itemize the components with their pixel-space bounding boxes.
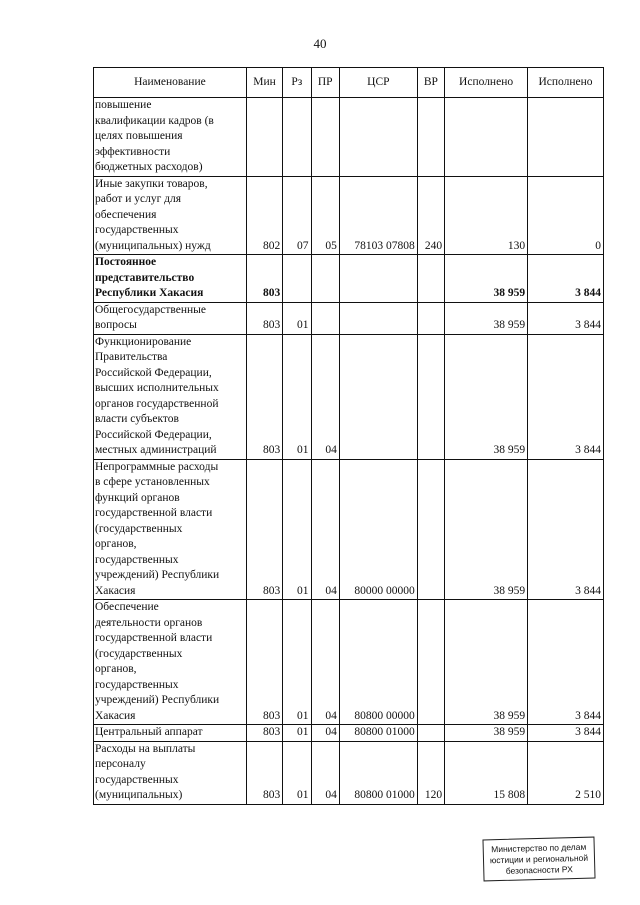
cell-executed-2: 3 844 xyxy=(528,334,604,459)
cell-executed-2: 3 844 xyxy=(528,459,604,600)
header-name: Наименование xyxy=(94,68,247,98)
cell-vr: 240 xyxy=(417,176,444,255)
cell-csr: 80800 01000 xyxy=(339,741,417,804)
cell-name: Функционирование Правительства Российской Федерации, высших исполнительных органов государственной власти субъектов Российской Федерации, местных администраций xyxy=(94,334,247,459)
cell-min: 803 xyxy=(246,459,282,600)
table-row xyxy=(94,741,604,804)
cell-vr xyxy=(417,98,444,177)
cell-name: Расходы на выплаты персоналу государственных (муниципальных) xyxy=(94,741,247,804)
cell-min: 803 xyxy=(246,255,282,303)
header-pr: ПР xyxy=(311,68,339,98)
cell-min: 802 xyxy=(246,176,282,255)
budget-table xyxy=(93,67,604,805)
table-row xyxy=(94,334,604,459)
cell-pr: 04 xyxy=(311,334,339,459)
cell-name: повышение квалификации кадров (в целях повышения эффективности бюджетных расходов) xyxy=(94,98,247,177)
cell-min: 803 xyxy=(246,302,282,334)
cell-name: Общегосударственные вопросы xyxy=(94,302,247,334)
table-row xyxy=(94,98,604,177)
cell-vr xyxy=(417,334,444,459)
ministry-stamp: Министерство по делам юстиции и региональной безопасности РХ xyxy=(482,837,595,882)
cell-rz: 07 xyxy=(283,176,311,255)
cell-csr xyxy=(339,302,417,334)
cell-rz: 01 xyxy=(283,741,311,804)
cell-rz: 01 xyxy=(283,459,311,600)
cell-vr xyxy=(417,302,444,334)
cell-rz xyxy=(283,98,311,177)
cell-executed-1: 15 808 xyxy=(445,741,528,804)
cell-rz: 01 xyxy=(283,302,311,334)
table-row xyxy=(94,302,604,334)
cell-csr: 80800 01000 xyxy=(339,725,417,742)
cell-executed-1 xyxy=(445,98,528,177)
cell-name: Иные закупки товаров, работ и услуг для обеспечения государственных (муниципальных) нужд xyxy=(94,176,247,255)
table-row xyxy=(94,725,604,742)
cell-vr xyxy=(417,459,444,600)
table-row xyxy=(94,255,604,303)
table-row xyxy=(94,176,604,255)
table-body xyxy=(94,98,604,805)
cell-executed-1: 38 959 xyxy=(445,459,528,600)
cell-min: 803 xyxy=(246,334,282,459)
cell-csr xyxy=(339,334,417,459)
cell-csr xyxy=(339,98,417,177)
table-header-row xyxy=(94,68,604,98)
cell-pr: 04 xyxy=(311,741,339,804)
table-row xyxy=(94,459,604,600)
cell-executed-2: 3 844 xyxy=(528,302,604,334)
cell-min xyxy=(246,98,282,177)
cell-min: 803 xyxy=(246,600,282,725)
cell-pr: 04 xyxy=(311,725,339,742)
header-csr: ЦСР xyxy=(339,68,417,98)
header-executed-2: Исполнено xyxy=(528,68,604,98)
header-vr: ВР xyxy=(417,68,444,98)
table-row xyxy=(94,600,604,725)
cell-pr: 04 xyxy=(311,600,339,725)
cell-executed-1: 130 xyxy=(445,176,528,255)
page-number: 40 xyxy=(313,36,327,51)
cell-csr: 80800 00000 xyxy=(339,600,417,725)
cell-executed-2: 2 510 xyxy=(528,741,604,804)
cell-pr xyxy=(311,98,339,177)
cell-csr: 80000 00000 xyxy=(339,459,417,600)
cell-min: 803 xyxy=(246,725,282,742)
cell-executed-1: 38 959 xyxy=(445,302,528,334)
header-executed-1: Исполнено xyxy=(445,68,528,98)
cell-executed-1: 38 959 xyxy=(445,600,528,725)
cell-vr xyxy=(417,600,444,725)
cell-executed-2 xyxy=(528,98,604,177)
cell-rz: 01 xyxy=(283,334,311,459)
cell-vr xyxy=(417,255,444,303)
cell-name: Непрограммные расходы в сфере установленных функций органов государственной власти (государственных органов, государственных учреждений) Республики Хакасия xyxy=(94,459,247,600)
cell-pr: 04 xyxy=(311,459,339,600)
cell-vr xyxy=(417,725,444,742)
cell-executed-2: 0 xyxy=(528,176,604,255)
cell-executed-2: 3 844 xyxy=(528,255,604,303)
cell-executed-1: 38 959 xyxy=(445,725,528,742)
cell-pr xyxy=(311,302,339,334)
cell-vr: 120 xyxy=(417,741,444,804)
header-min: Мин xyxy=(246,68,282,98)
cell-csr: 78103 07808 xyxy=(339,176,417,255)
header-rz: Рз xyxy=(283,68,311,98)
cell-name: Обеспечение деятельности органов государственной власти (государственных органов, государственных учреждений) Республики Хакасия xyxy=(94,600,247,725)
cell-name: Постоянное представительство Республики Хакасия xyxy=(94,255,247,303)
cell-executed-2: 3 844 xyxy=(528,725,604,742)
cell-name: Центральный аппарат xyxy=(94,725,247,742)
cell-rz: 01 xyxy=(283,600,311,725)
cell-executed-1: 38 959 xyxy=(445,255,528,303)
cell-rz xyxy=(283,255,311,303)
cell-csr xyxy=(339,255,417,303)
cell-pr xyxy=(311,255,339,303)
cell-executed-1: 38 959 xyxy=(445,334,528,459)
cell-executed-2: 3 844 xyxy=(528,600,604,725)
cell-rz: 01 xyxy=(283,725,311,742)
cell-min: 803 xyxy=(246,741,282,804)
cell-pr: 05 xyxy=(311,176,339,255)
